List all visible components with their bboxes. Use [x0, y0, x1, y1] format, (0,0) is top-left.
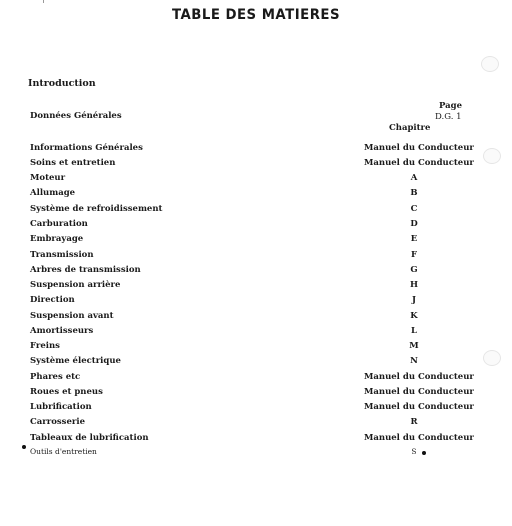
toc-row-label: Transmission [30, 250, 94, 260]
toc-row [30, 188, 500, 202]
toc-row [30, 326, 500, 340]
toc-row-label: Carrosserie [30, 417, 85, 427]
toc-row [30, 219, 500, 233]
toc-row [30, 433, 500, 447]
scan-mark [43, 0, 44, 3]
toc-row-chapter: Manuel du Conducteur [364, 143, 474, 153]
toc-row-chapter: Manuel du Conducteur [364, 372, 474, 382]
punch-hole [481, 56, 499, 72]
toc-row-chapter: M [409, 341, 419, 351]
toc-row-chapter: J [411, 295, 417, 305]
punch-hole [483, 148, 501, 164]
toc-row [30, 143, 500, 157]
toc-row [30, 417, 500, 431]
toc-row-chapter: Manuel du Conducteur [364, 402, 474, 412]
toc-row-label: Suspension arrière [30, 280, 121, 290]
toc-row-label: Arbres de transmission [30, 265, 141, 275]
toc-row-chapter: G [410, 265, 418, 275]
page-column-label: Page [439, 101, 463, 111]
toc-row-label: Direction [30, 295, 75, 305]
toc-row-label: Soins et entretien [30, 158, 116, 168]
toc-row-chapter: H [409, 280, 419, 290]
toc-row-label: Embrayage [30, 234, 84, 244]
bullet-mark [22, 445, 26, 449]
toc-row [30, 387, 500, 401]
toc-row-label: Informations Générales [30, 143, 143, 153]
toc-row [30, 173, 500, 187]
page-title: TABLE DES MATIERES [171, 7, 341, 23]
toc-row-chapter: S [411, 447, 417, 456]
toc-row [30, 372, 500, 386]
toc-row-label: Tableaux de lubrification [30, 433, 149, 443]
toc-row-label: Suspension avant [30, 311, 114, 321]
toc-row-chapter: Manuel du Conducteur [364, 387, 474, 397]
toc-row-chapter: A [410, 173, 418, 183]
toc-row-chapter: D [410, 219, 418, 229]
toc-row-label: Système électrique [30, 356, 121, 366]
toc-row-label: Lubrification [30, 402, 92, 412]
toc-row [30, 402, 500, 416]
toc-row-label: Phares etc [30, 372, 81, 382]
bullet-mark [422, 451, 426, 455]
toc-row [30, 250, 500, 264]
toc-row-chapter: L [411, 326, 417, 336]
toc-row-label: Système de refroidissement [30, 204, 163, 214]
toc-row-chapter: K [410, 311, 418, 321]
toc-row [30, 280, 500, 294]
toc-row [30, 158, 500, 172]
toc-row-label: Roues et pneus [30, 387, 103, 397]
introduction-heading: Introduction [28, 78, 96, 89]
toc-row [30, 341, 500, 355]
toc-row-label: Allumage [30, 188, 76, 198]
toc-row-label: Outils d'entretien [30, 447, 97, 456]
toc-row [30, 356, 500, 370]
toc-row-chapter: F [410, 250, 418, 260]
toc-row [30, 234, 500, 248]
toc-row-label: Amortisseurs [30, 326, 94, 336]
toc-row [30, 204, 500, 218]
toc-row [30, 295, 500, 309]
toc-row-chapter: R [410, 417, 418, 427]
chapter-column-label: Chapitre [389, 123, 431, 133]
toc-row-label: Freins [30, 341, 60, 351]
toc-row [30, 311, 500, 325]
general-data-heading: Données Générales [30, 111, 122, 121]
toc-row-chapter: E [410, 234, 418, 244]
toc-row-chapter: Manuel du Conducteur [364, 158, 474, 168]
toc-row-chapter: B [410, 188, 418, 198]
toc-row-label: Carburation [30, 219, 88, 229]
toc-row [30, 265, 500, 279]
toc-row-chapter: Manuel du Conducteur [364, 433, 474, 443]
page-column-value: D.G. 1 [435, 112, 462, 122]
toc-row [30, 447, 500, 461]
toc-row-chapter: N [410, 356, 418, 366]
toc-row-chapter: C [410, 204, 418, 214]
toc-row-label: Moteur [30, 173, 66, 183]
punch-hole [483, 350, 501, 366]
